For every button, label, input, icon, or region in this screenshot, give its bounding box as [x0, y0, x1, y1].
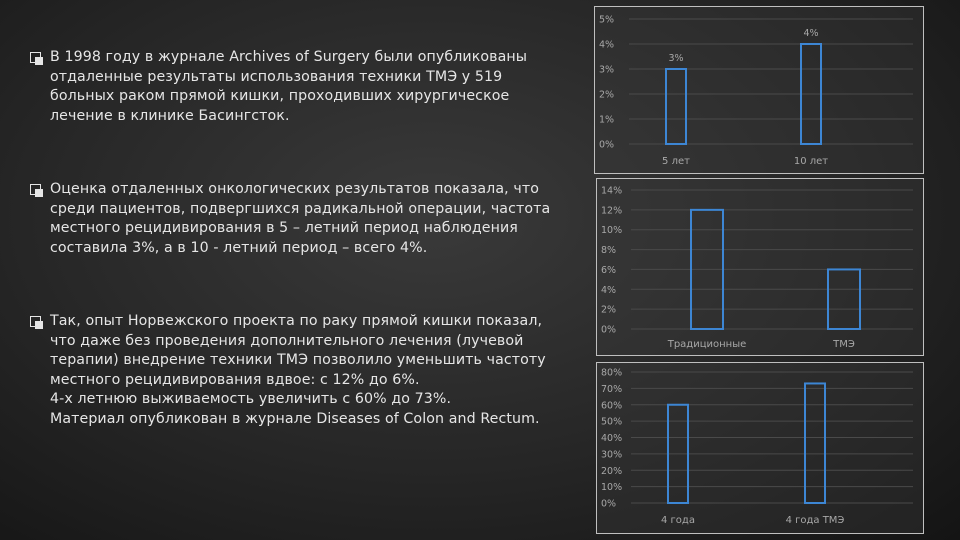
checkbox-bullet-icon	[30, 52, 41, 63]
y-tick-label: 12%	[601, 205, 623, 217]
y-tick-label: 80%	[601, 367, 623, 379]
bar	[828, 269, 860, 329]
bar	[666, 69, 686, 144]
bar	[805, 383, 825, 503]
checkbox-bullet-icon	[30, 184, 41, 195]
y-tick-label: 3%	[599, 64, 615, 76]
category-label: 5 лет	[662, 156, 690, 167]
category-label: 4 года ТМЭ	[785, 515, 845, 526]
category-label: 10 лет	[793, 156, 829, 167]
bullet-text: В 1998 году в журнале Archives of Surgery были опубликованы отдаленные результаты использования техники ТМЭ у 519 больных раком прямой кишки, проходивших хирургическое лечение в клинике Басингсток.	[50, 49, 528, 124]
bullet-item	[30, 180, 575, 258]
category-label: Традиционные	[667, 339, 747, 350]
y-tick-label: 8%	[601, 245, 617, 257]
bullet-text: Оценка отдаленных онкологических результатов показала, что среди пациентов, подвергшихся радикальной операции, частота местного рецидивирования в 5 – летний период наблюдения составила 3%, а в 10 - летний период – всего 4%.	[50, 181, 551, 256]
y-tick-label: 0%	[601, 498, 617, 510]
checkbox-bullet-icon	[30, 316, 41, 327]
y-tick-label: 60%	[601, 400, 623, 412]
y-tick-label: 2%	[599, 89, 615, 101]
y-tick-label: 10%	[601, 225, 623, 237]
y-tick-label: 30%	[601, 449, 623, 461]
y-tick-label: 10%	[601, 482, 623, 494]
y-tick-label: 50%	[601, 416, 623, 428]
bullet-item	[30, 48, 575, 126]
chart-recurrence-method	[596, 178, 924, 356]
bullet-item	[30, 312, 575, 429]
y-tick-label: 14%	[601, 185, 623, 197]
y-tick-label: 4%	[599, 39, 615, 51]
y-tick-label: 70%	[601, 383, 623, 395]
y-tick-label: 0%	[601, 324, 617, 336]
bullet-text: Так, опыт Норвежского проекта по раку прямой кишки показал, что даже без проведения дополнительного лечения (лучевой терапии) внедрение техники ТМЭ позволило уменьшить частоту местного рецидивирования вдвое: с 12% до 6%. 4-х летнюю выживаемость увеличить с 60% до 73%. Материал опубликован в журнале Diseases of Colon and Rectum.	[50, 313, 546, 427]
y-tick-label: 0%	[599, 139, 615, 151]
y-tick-label: 2%	[601, 304, 617, 316]
data-label: 3%	[668, 53, 684, 64]
y-tick-label: 6%	[601, 264, 617, 276]
y-tick-label: 20%	[601, 465, 623, 477]
category-label: 4 года	[661, 515, 695, 526]
data-label: 4%	[803, 28, 819, 39]
chart-svg	[595, 7, 922, 172]
y-tick-label: 4%	[601, 284, 617, 296]
y-tick-label: 1%	[599, 114, 615, 126]
chart-recurrence-period	[594, 6, 924, 174]
y-tick-label: 40%	[601, 433, 623, 444]
chart-svg	[597, 179, 922, 354]
y-tick-label: 5%	[599, 14, 615, 26]
chart-survival	[596, 362, 924, 534]
category-label: ТМЭ	[833, 339, 855, 350]
chart-svg	[597, 363, 922, 532]
